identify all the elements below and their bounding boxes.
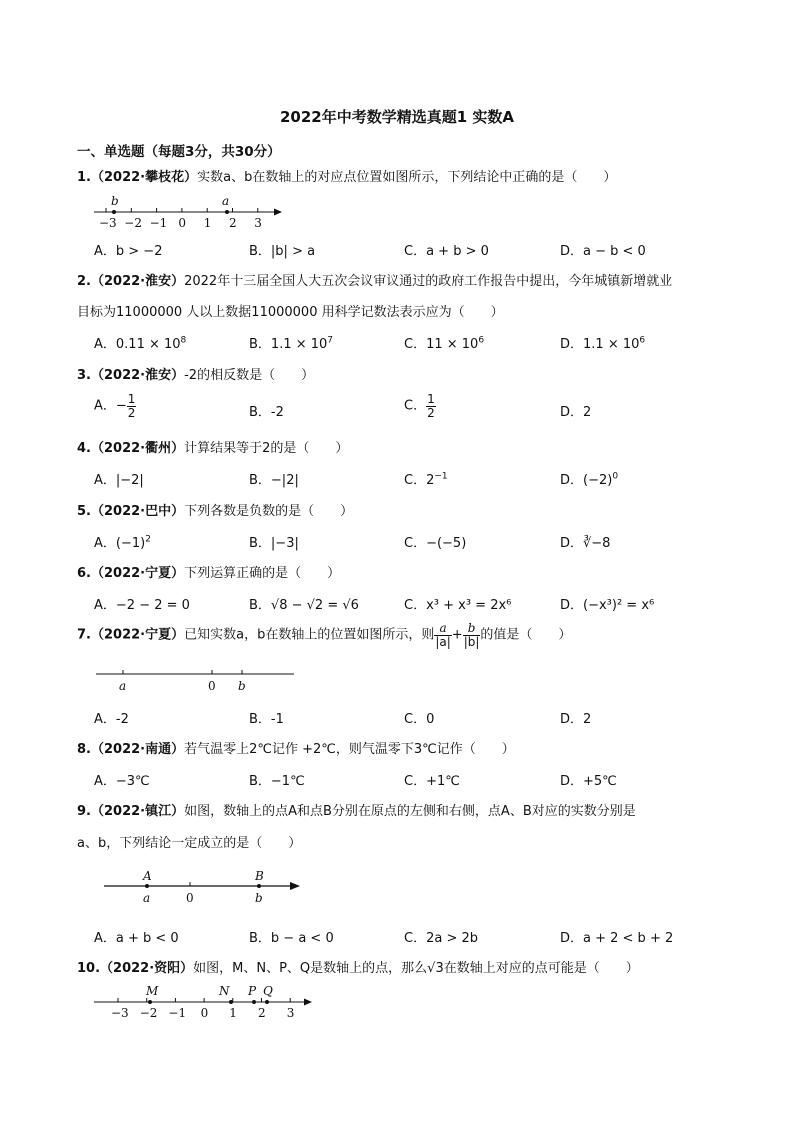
q7-option-d: D．2	[560, 712, 592, 727]
q6-option-c: C．x³ + x³ = 2x⁶	[404, 598, 512, 613]
q1-option-d: D．a − b < 0	[560, 244, 646, 259]
axis1-tick-label: −1	[149, 216, 168, 230]
point-a	[225, 210, 229, 214]
section-heading: 一、单选题（每题3分，共30分）	[77, 144, 281, 160]
label-b: b	[111, 194, 119, 208]
label-N: N	[219, 984, 230, 998]
q4-option-a: A．|−2|	[94, 473, 144, 488]
question-source: （2022·攀枝花）	[90, 170, 198, 185]
label-a: a	[222, 194, 230, 208]
q8-option-c: C．+1℃	[404, 774, 460, 789]
question-8: 8.（2022·南通）若气温零上2℃记作 +2℃，则气温零下3℃记作（ ）	[77, 742, 515, 757]
q1-option-c: C．a + b > 0	[404, 244, 489, 259]
question-5: 5.（2022·巴中）下列各数是负数的是（ ）	[77, 504, 354, 519]
q6-option-b: B．√8 − √2 = √6	[249, 598, 359, 613]
question-2-line2: 目标为11000000 人以上数据11000000 用科学记数法表示应为（ ）	[77, 305, 504, 320]
q5-option-a: A．$(-1)^2$	[94, 534, 151, 551]
axis1-tick-label: 2	[229, 216, 237, 230]
number-line-q10	[90, 980, 320, 1022]
label-a: a	[143, 891, 151, 905]
axis10-tick-label: 0	[200, 1006, 209, 1020]
axis10-tick-label: 3	[286, 1006, 295, 1020]
axis10-tick-label: 1	[229, 1006, 237, 1020]
tick-label-0: 0	[208, 679, 216, 693]
q3-option-d: D．2	[560, 405, 592, 420]
q1-option-b: B．|b| > a	[249, 244, 316, 259]
q8-option-a: A．−3℃	[94, 774, 150, 789]
tick-label-0: 0	[186, 891, 194, 905]
q2-option-a: A．$0.11 \times 10^8$	[94, 335, 187, 352]
q8-option-b: B．−1℃	[249, 774, 305, 789]
axis10-tick-label: −1	[168, 1006, 187, 1020]
label-b: b	[238, 679, 246, 693]
q7-option-a: A．-2	[94, 712, 129, 727]
q4-option-c: C．$2^{-1}$	[404, 471, 448, 488]
question-number: 1.	[77, 170, 91, 185]
axis1-tick-label: 1	[203, 216, 212, 230]
label-A: A	[143, 869, 152, 883]
axis1-tick-label: 3	[254, 216, 262, 230]
point-b	[112, 210, 116, 214]
q5-option-d: D．∛−8	[560, 536, 611, 551]
q2-option-c: C．$11 \times 10^6$	[404, 335, 485, 352]
question-9-line2: a、b，下列结论一定成立的是（ ）	[77, 836, 302, 851]
question-text: 实数a、b在数轴上的对应点位置如图所示，下列结论中正确的是（ ）	[197, 170, 617, 185]
question-10: 10.（2022·资阳）如图，M、N、P、Q是数轴上的点，那么√3在数轴上对应的点可能是（ ）	[77, 961, 639, 976]
axis1-tick-label: −3	[99, 216, 117, 230]
q8-option-d: D．+5℃	[560, 774, 617, 789]
axis10-tick-label: −2	[139, 1006, 158, 1020]
q5-option-b: B．|−3|	[249, 536, 299, 551]
label-a: a	[119, 679, 127, 693]
axis1-tick-label: −2	[124, 216, 143, 230]
question-4: 4.（2022·衢州）计算结果等于2的是（ ）	[77, 441, 349, 456]
q9-option-a: A．a + b < 0	[94, 931, 179, 946]
q7-option-c: C．0	[404, 712, 435, 727]
label-Q: Q	[263, 984, 273, 998]
q4-option-d: D．$(-2)^0$	[560, 471, 619, 488]
label-b: b	[255, 891, 263, 905]
q9-option-b: B．b − a < 0	[249, 931, 334, 946]
question-2: 2.（2022·淮安）2022年十三届全国人大五次会议审议通过的政府工作报告中提出，今年城镇新增就业	[77, 274, 673, 289]
q3-option-c: C． $\frac{1}{2}$	[404, 392, 435, 420]
axis10-tick-label: −3	[111, 1006, 129, 1020]
number-line-q9	[100, 866, 306, 910]
question-3: 3.（2022·淮安）-2的相反数是（ ）	[77, 368, 315, 383]
q7-option-b: B．-1	[249, 712, 284, 727]
q9-option-c: C．2a > 2b	[404, 931, 478, 946]
q4-option-b: B．−|2|	[249, 473, 299, 488]
label-M: M	[146, 984, 159, 998]
number-line-q1	[90, 192, 290, 232]
q6-option-d: D．(−x³)² = x⁶	[560, 598, 655, 613]
q5-option-c: C．−(−5)	[404, 536, 467, 551]
q3-option-b: B．-2	[249, 405, 284, 420]
question-7: 7.（2022·宁夏）已知实数a，b在数轴上的位置如图所示，则 $\frac{a}{|a|}$ + $\frac{b}{|b|}$ 的值是（ ）	[77, 621, 572, 649]
question-9: 9.（2022·镇江）如图，数轴上的点A和点B分别在原点的左侧和右侧，点A、B对应的实数分别是	[77, 804, 636, 819]
page-title: 2022年中考数学精选真题1 实数A	[279, 108, 515, 126]
q9-option-d: D．a + 2 < b + 2	[560, 931, 674, 946]
q3-option-a: A．− $\frac{1}{2}$	[94, 392, 136, 420]
question-6: 6.（2022·宁夏）下列运算正确的是（ ）	[77, 566, 341, 581]
q6-option-a: A．−2 − 2 = 0	[94, 598, 190, 613]
question-1	[77, 166, 616, 185]
label-B: B	[255, 869, 264, 883]
q1-option-a: A．b > −2	[94, 244, 163, 259]
q2-option-d: D．$1.1 \times 10^6$	[560, 335, 646, 352]
axis1-tick-label: 0	[178, 216, 187, 230]
axis10-tick-label: 2	[258, 1006, 266, 1020]
number-line-q7	[92, 664, 302, 696]
label-P: P	[248, 984, 257, 998]
q2-option-b: B．$1.1 \times 10^7$	[249, 335, 334, 352]
